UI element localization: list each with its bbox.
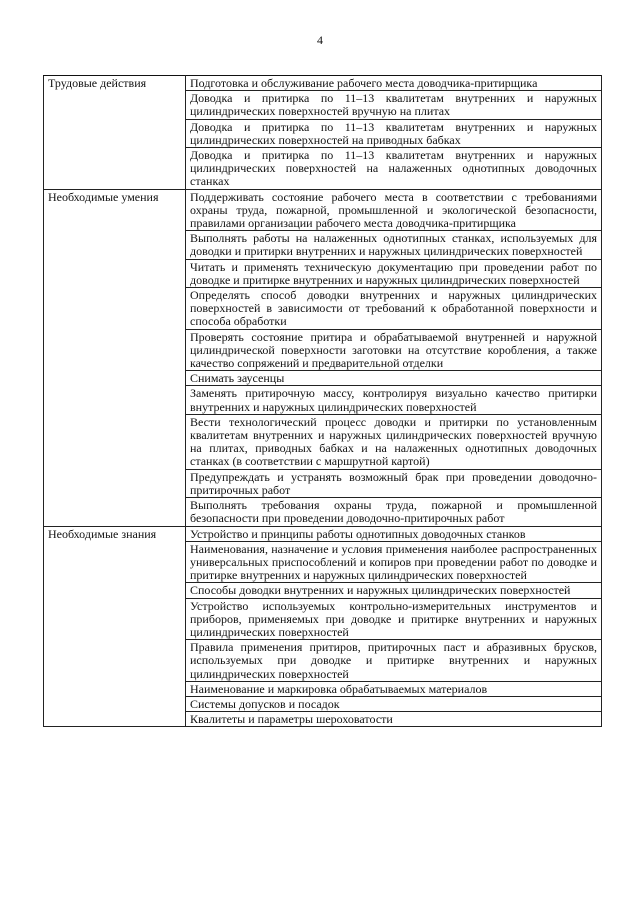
section-label: Необходимые умения (44, 189, 186, 526)
section-item: Системы допусков и посадок (186, 696, 602, 711)
section-item: Наименование и маркировка обрабатываемых материалов (186, 681, 602, 696)
page-number: 4 (317, 33, 323, 47)
section-label: Трудовые действия (44, 76, 186, 190)
labor-functions-table (43, 75, 602, 727)
section-item: Заменять притирочную массу, контролируя визуально качество притирки внутренних и наружных цилиндрических поверхностей (186, 386, 602, 414)
section-item: Выполнять работы на налаженных однотипных станках, используемых для доводки и притирки внутренних и наружных цилиндрических поверхностей (186, 231, 602, 259)
section-item: Вести технологический процесс доводки и притирки по установленным квалитетам внутренних и наружных цилиндрических поверхностей вручную на плитах, приводных бабках и на налаженных однотипных доводочных станках (в соответствии с маршрутной картой) (186, 414, 602, 469)
section-item: Предупреждать и устранять возможный брак при проведении доводочно-притирочных работ (186, 469, 602, 497)
section-item: Проверять состояние притира и обрабатываемой внутренней и наружной цилиндрической поверхности заготовки на отсутствие коробления, а также качество сопряжений и предварительной отделки (186, 329, 602, 371)
section-item: Доводка и притирка по 11–13 квалитетам внутренних и наружных цилиндрических поверхностей на налаженных однотипных доводочных станках (186, 148, 602, 190)
table-row (44, 76, 602, 91)
table-row (44, 189, 602, 231)
section-item: Квалитеты и параметры шероховатости (186, 712, 602, 727)
section-item: Правила применения притиров, притирочных паст и абразивных брусков, используемых при доводке и притирке внутренних и наружных цилиндрических поверхностей (186, 640, 602, 682)
section-item: Подготовка и обслуживание рабочего места доводчика-притирщика (186, 76, 602, 91)
section-item: Читать и применять техническую документацию при проведении работ по доводке и притирке внутренних и наружных цилиндрических поверхностей (186, 259, 602, 287)
section-item: Снимать заусенцы (186, 371, 602, 386)
section-item: Доводка и притирка по 11–13 квалитетам внутренних и наружных цилиндрических поверхностей на приводных бабках (186, 119, 602, 147)
section-item: Наименования, назначение и условия применения наиболее распространенных универсальных приспособлений и копиров при проведении работ по доводке и притирке внутренних и наружных цилиндрических поверхностей (186, 541, 602, 583)
table-row (44, 526, 602, 541)
section-item: Доводка и притирка по 11–13 квалитетам внутренних и наружных цилиндрических поверхностей вручную на плитах (186, 91, 602, 119)
section-label: Необходимые знания (44, 526, 186, 727)
section-item: Способы доводки внутренних и наружных цилиндрических поверхностей (186, 583, 602, 598)
table-body (44, 76, 602, 727)
section-item: Устройство используемых контрольно-измерительных инструментов и приборов, применяемых при доводке и притирке внутренних и наружных цилиндрических поверхностей (186, 598, 602, 640)
section-item: Поддерживать состояние рабочего места в соответствии с требованиями охраны труда, пожарной, промышленной и экологической безопасности, правилами организации рабочего места доводчика-притирщика (186, 189, 602, 231)
section-item: Определять способ доводки внутренних и наружных цилиндрических поверхностей в зависимости от требований к обработанной поверхности и способа обработки (186, 288, 602, 330)
section-item: Устройство и принципы работы однотипных доводочных станков (186, 526, 602, 541)
section-item: Выполнять требования охраны труда, пожарной и промышленной безопасности при проведении доводочно-притирочных работ (186, 498, 602, 526)
